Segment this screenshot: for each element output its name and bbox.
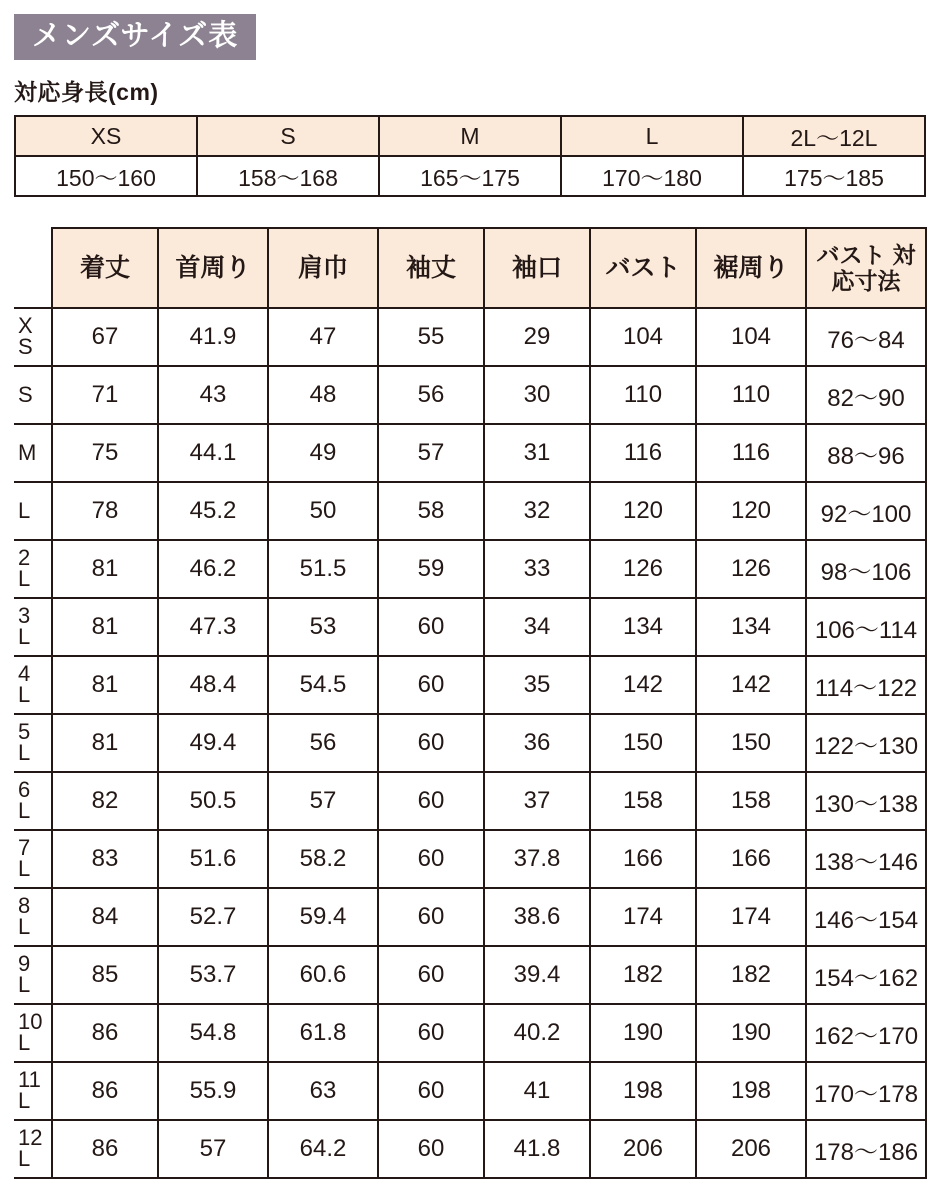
table-cell: 86 [52, 1004, 158, 1062]
table-cell: 126 [696, 540, 806, 598]
table-cell: 44.1 [158, 424, 268, 482]
height-range-m: 165〜175 [379, 156, 561, 196]
table-cell: 59 [378, 540, 484, 598]
table-row [14, 888, 926, 946]
table-cell: 60 [378, 1004, 484, 1062]
height-range-xs: 150〜160 [15, 156, 197, 196]
row-header-line: 5 [18, 719, 31, 745]
table-cell: 40.2 [484, 1004, 590, 1062]
table-cell: 67 [52, 308, 158, 366]
table-cell: 31 [484, 424, 590, 482]
row-header-size [14, 424, 52, 482]
table-cell: 63 [268, 1062, 378, 1120]
table-cell: 47.3 [158, 598, 268, 656]
table-cell: 32 [484, 482, 590, 540]
table-cell: 110 [696, 366, 806, 424]
row-header-size [14, 598, 52, 656]
table-cell: 48 [268, 366, 378, 424]
row-header-line: 12 [18, 1125, 43, 1151]
row-header-line: L [18, 624, 31, 649]
table-cell: 38.6 [484, 888, 590, 946]
height-table [14, 115, 926, 197]
height-section-label: 対応身長(cm) [14, 79, 159, 105]
row-header-line: L [18, 740, 31, 765]
row-header-line: L [18, 566, 31, 591]
row-header-line: L [18, 914, 31, 939]
table-cell: 59.4 [268, 888, 378, 946]
table-cell: 142 [696, 656, 806, 714]
table-cell: 81 [52, 714, 158, 772]
table-cell: 110 [590, 366, 696, 424]
row-header-line: 9 [18, 951, 31, 977]
row-header-size [14, 830, 52, 888]
table-cell: 198 [696, 1062, 806, 1120]
row-header-size [14, 1120, 52, 1178]
table-cell: 58.2 [268, 830, 378, 888]
row-header-line: L [18, 682, 31, 707]
table-cell: 85 [52, 946, 158, 1004]
table-cell: 158 [590, 772, 696, 830]
table-cell: 54.5 [268, 656, 378, 714]
col-header-bust-fit [806, 228, 926, 308]
table-cell: 206 [590, 1120, 696, 1178]
table-cell: 51.6 [158, 830, 268, 888]
row-header-size [14, 540, 52, 598]
table-cell: 49.4 [158, 714, 268, 772]
table-row [14, 946, 926, 1004]
col-header-bust-fit-line2: 対応寸法 [831, 241, 916, 294]
table-cell: 53 [268, 598, 378, 656]
table-row [14, 308, 926, 366]
table-cell: 33 [484, 540, 590, 598]
table-cell: 43 [158, 366, 268, 424]
table-cell: 154〜162 [806, 946, 926, 1004]
table-row [14, 772, 926, 830]
table-cell: 75 [52, 424, 158, 482]
table-cell: 82〜90 [806, 366, 926, 424]
table-cell: 37 [484, 772, 590, 830]
table-cell: 49 [268, 424, 378, 482]
table-cell: 57 [268, 772, 378, 830]
table-cell: 41.8 [484, 1120, 590, 1178]
table-cell: 54.8 [158, 1004, 268, 1062]
table-row [14, 1062, 926, 1120]
table-cell: 120 [590, 482, 696, 540]
table-cell: 174 [590, 888, 696, 946]
row-header-size [14, 714, 52, 772]
table-cell: 56 [378, 366, 484, 424]
table-cell: 120 [696, 482, 806, 540]
table-cell: 190 [590, 1004, 696, 1062]
height-table-value-row [15, 156, 925, 196]
row-header-line: 11 [18, 1067, 41, 1093]
corner-cell [14, 228, 52, 308]
table-cell: 48.4 [158, 656, 268, 714]
table-cell: 45.2 [158, 482, 268, 540]
table-cell: 60 [378, 1062, 484, 1120]
table-cell: 126 [590, 540, 696, 598]
table-cell: 55 [378, 308, 484, 366]
table-row [14, 482, 926, 540]
height-range-2l-12l: 175〜185 [743, 156, 925, 196]
col-header-bust-fit-line1: バスト [816, 241, 886, 268]
table-cell: 122〜130 [806, 714, 926, 772]
table-cell: 190 [696, 1004, 806, 1062]
table-cell: 57 [158, 1120, 268, 1178]
table-cell: 81 [52, 598, 158, 656]
row-header-line: 3 [18, 603, 31, 629]
table-cell: 114〜122 [806, 656, 926, 714]
table-cell: 106〜114 [806, 598, 926, 656]
table-cell: 82 [52, 772, 158, 830]
table-cell: 55.9 [158, 1062, 268, 1120]
table-cell: 57 [378, 424, 484, 482]
table-cell: 37.8 [484, 830, 590, 888]
table-cell: 52.7 [158, 888, 268, 946]
table-cell: 150 [590, 714, 696, 772]
row-header-size [14, 946, 52, 1004]
table-cell: 51.5 [268, 540, 378, 598]
table-cell: 39.4 [484, 946, 590, 1004]
measurement-header-row [14, 228, 926, 308]
table-cell: 83 [52, 830, 158, 888]
table-cell: 92〜100 [806, 482, 926, 540]
table-cell: 35 [484, 656, 590, 714]
row-header-line: L [18, 798, 31, 823]
table-cell: 50.5 [158, 772, 268, 830]
table-cell: 60.6 [268, 946, 378, 1004]
table-cell: 88〜96 [806, 424, 926, 482]
measurement-body [14, 308, 926, 1178]
table-cell: 56 [268, 714, 378, 772]
table-row [14, 366, 926, 424]
height-range-l: 170〜180 [561, 156, 743, 196]
col-header-susomawari: 裾周り [696, 228, 806, 308]
table-cell: 60 [378, 714, 484, 772]
row-header-size [14, 366, 52, 424]
table-cell: 36 [484, 714, 590, 772]
height-table-header-row [15, 116, 925, 156]
row-header-size [14, 482, 52, 540]
table-cell: 81 [52, 540, 158, 598]
table-cell: 182 [696, 946, 806, 1004]
table-cell: 34 [484, 598, 590, 656]
row-header-line: L [18, 1146, 31, 1171]
table-row [14, 598, 926, 656]
table-cell: 60 [378, 598, 484, 656]
table-cell: 104 [590, 308, 696, 366]
row-header-size [14, 656, 52, 714]
row-header-line: 7 [18, 835, 31, 861]
table-cell: 86 [52, 1120, 158, 1178]
table-spacer [14, 197, 926, 227]
table-cell: 29 [484, 308, 590, 366]
table-cell: 142 [590, 656, 696, 714]
row-header-line: X [18, 313, 33, 339]
table-cell: 60 [378, 1120, 484, 1178]
col-header-sodeguchi: 袖口 [484, 228, 590, 308]
table-cell: 174 [696, 888, 806, 946]
row-header-line: 10 [18, 1009, 43, 1035]
row-header-size [14, 1004, 52, 1062]
table-cell: 138〜146 [806, 830, 926, 888]
row-header-line: S [18, 381, 33, 407]
table-cell: 134 [590, 598, 696, 656]
table-cell: 166 [590, 830, 696, 888]
table-cell: 104 [696, 308, 806, 366]
row-header-line: 8 [18, 893, 31, 919]
table-row [14, 656, 926, 714]
table-cell: 130〜138 [806, 772, 926, 830]
table-cell: 170〜178 [806, 1062, 926, 1120]
row-header-line: L [18, 1030, 31, 1055]
row-header-line: 6 [18, 777, 31, 803]
col-header-kubimawari: 首周り [158, 228, 268, 308]
table-cell: 134 [696, 598, 806, 656]
table-cell: 162〜170 [806, 1004, 926, 1062]
table-cell: 76〜84 [806, 308, 926, 366]
table-cell: 60 [378, 656, 484, 714]
table-cell: 30 [484, 366, 590, 424]
table-cell: 116 [696, 424, 806, 482]
table-cell: 60 [378, 888, 484, 946]
table-cell: 60 [378, 772, 484, 830]
table-row [14, 424, 926, 482]
height-size-s: S [197, 116, 379, 156]
table-cell: 61.8 [268, 1004, 378, 1062]
table-cell: 47 [268, 308, 378, 366]
row-header-line: L [18, 497, 31, 523]
height-range-s: 158〜168 [197, 156, 379, 196]
table-row [14, 1120, 926, 1178]
height-size-xs: XS [15, 116, 197, 156]
table-cell: 116 [590, 424, 696, 482]
row-header-line: L [18, 1088, 31, 1113]
table-cell: 41 [484, 1062, 590, 1120]
table-cell: 71 [52, 366, 158, 424]
table-row [14, 540, 926, 598]
height-size-m: M [379, 116, 561, 156]
row-header-line: S [18, 334, 33, 359]
table-cell: 158 [696, 772, 806, 830]
row-header-size [14, 308, 52, 366]
table-cell: 60 [378, 830, 484, 888]
table-cell: 178〜186 [806, 1120, 926, 1178]
height-size-2l-12l: 2L〜12L [743, 116, 925, 156]
col-header-sodetake: 袖丈 [378, 228, 484, 308]
row-header-line: M [18, 439, 37, 465]
row-header-size [14, 888, 52, 946]
col-header-katahaba: 肩巾 [268, 228, 378, 308]
row-header-line: L [18, 972, 31, 997]
table-cell: 98〜106 [806, 540, 926, 598]
table-row [14, 830, 926, 888]
page-title: メンズサイズ表 [14, 14, 256, 60]
table-row [14, 1004, 926, 1062]
table-row [14, 714, 926, 772]
row-header-size [14, 772, 52, 830]
row-header-line: L [18, 856, 31, 881]
table-cell: 46.2 [158, 540, 268, 598]
row-header-line: 4 [18, 661, 31, 687]
table-cell: 182 [590, 946, 696, 1004]
table-cell: 78 [52, 482, 158, 540]
col-header-bust: バスト [590, 228, 696, 308]
table-cell: 41.9 [158, 308, 268, 366]
table-cell: 58 [378, 482, 484, 540]
table-cell: 60 [378, 946, 484, 1004]
row-header-size [14, 1062, 52, 1120]
table-cell: 64.2 [268, 1120, 378, 1178]
height-size-l: L [561, 116, 743, 156]
table-cell: 50 [268, 482, 378, 540]
table-cell: 84 [52, 888, 158, 946]
table-cell: 206 [696, 1120, 806, 1178]
table-cell: 198 [590, 1062, 696, 1120]
table-cell: 150 [696, 714, 806, 772]
table-cell: 146〜154 [806, 888, 926, 946]
table-cell: 86 [52, 1062, 158, 1120]
col-header-kitake: 着丈 [52, 228, 158, 308]
row-header-line: 2 [18, 545, 31, 571]
table-cell: 53.7 [158, 946, 268, 1004]
measurement-table [14, 227, 927, 1179]
table-cell: 166 [696, 830, 806, 888]
table-cell: 81 [52, 656, 158, 714]
